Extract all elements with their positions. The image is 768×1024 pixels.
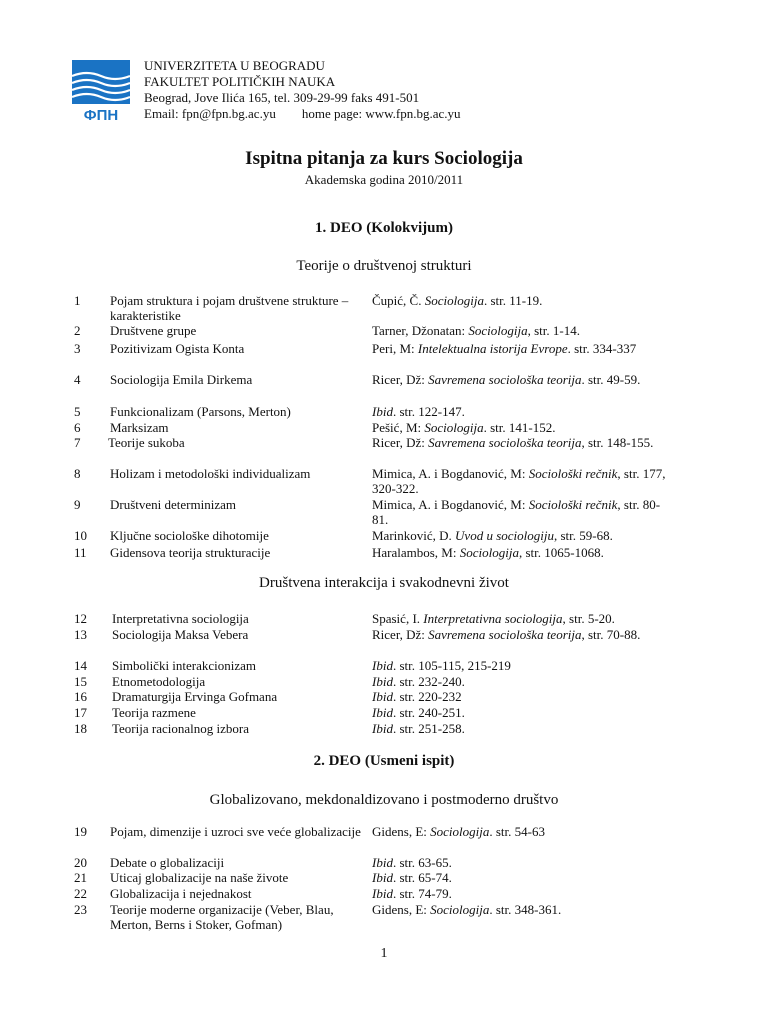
question-topic: Teorija razmene: [112, 705, 196, 720]
reference-pages: , str. 148-155.: [581, 435, 654, 450]
reference-author: Marinković, D.: [372, 528, 456, 543]
reference-pages: , str. 70-88.: [581, 627, 641, 642]
reference-author: Gidens, E:: [372, 902, 431, 917]
reference-title: Ibid: [372, 404, 393, 419]
reference-title: Sociologija: [430, 902, 490, 917]
contact-line: [144, 106, 461, 122]
reference-pages: . str. 65-74.: [392, 870, 452, 885]
literature-reference: [372, 721, 672, 736]
reference-author: Ricer, Dž:: [372, 372, 429, 387]
homepage-text: home page: www.fpn.bg.ac.yu: [301, 106, 461, 121]
literature-reference: [372, 611, 672, 626]
literature-reference: [372, 545, 672, 560]
question-number: 23: [74, 902, 87, 917]
reference-pages: , str. 177, 320-322.: [372, 466, 666, 496]
reference-title: Savremena sociološka teorija: [428, 372, 582, 387]
reference-pages: , str. 5-20.: [562, 611, 615, 626]
question-number: 8: [74, 466, 81, 481]
faculty-name: FAKULTET POLITIČKIH NAUKA: [144, 74, 336, 89]
reference-title: Savremena sociološka teorija: [428, 435, 582, 450]
literature-reference: [372, 886, 672, 901]
reference-pages: . str. 232-240.: [392, 674, 465, 689]
fpn-logo: [72, 60, 130, 122]
institution-header: [144, 58, 461, 122]
reference-pages: . str. 74-79.: [392, 886, 452, 901]
literature-reference: [372, 528, 672, 543]
reference-pages: , str. 1-14.: [527, 323, 580, 338]
logo-text: ФПН: [83, 107, 119, 122]
reference-author: Spasić, I.: [372, 611, 424, 626]
reference-title: Intelektualna istorija Evrope: [417, 341, 568, 356]
reference-author: Peri, M:: [372, 341, 418, 356]
question-topic: Društvene grupe: [110, 323, 197, 338]
literature-reference: [372, 435, 672, 450]
literature-reference: [372, 372, 672, 387]
question-number: 7: [74, 435, 81, 450]
reference-title: Sociologija: [468, 323, 528, 338]
reference-pages: . str. 141-152.: [483, 420, 556, 435]
literature-reference: [372, 404, 672, 419]
question-topic: Društveni determinizam: [110, 497, 236, 512]
literature-reference: [372, 293, 672, 308]
literature-reference: [372, 466, 672, 496]
question-number: 20: [74, 855, 87, 870]
question-number: 18: [74, 721, 87, 736]
reference-pages: , str. 80-81.: [372, 497, 661, 527]
reference-author: Mimica, A. i Bogdanović, M:: [372, 466, 529, 481]
address-line: Beograd, Jove Ilića 165, tel. 309-29-99 faks 491-501: [144, 90, 420, 105]
reference-author: Čupić, Č.: [372, 293, 425, 308]
question-topic: Gidensova teorija strukturacije: [110, 545, 271, 560]
question-number: 19: [74, 824, 87, 839]
question-topic: Holizam i metodološki individualizam: [110, 466, 311, 481]
reference-author: Pešić, M:: [372, 420, 425, 435]
question-number: 4: [74, 372, 81, 387]
reference-pages: , str. 59-68.: [553, 528, 613, 543]
reference-title: Savremena sociološka teorija: [428, 627, 582, 642]
question-topic: Funkcionalizam (Parsons, Merton): [110, 404, 291, 419]
question-topic: Etnometodologija: [112, 674, 206, 689]
question-number: 9: [74, 497, 81, 512]
literature-reference: [372, 824, 672, 839]
email-text: Email: fpn@fpn.bg.ac.yu: [144, 106, 276, 121]
question-number: 1: [74, 293, 81, 308]
literature-reference: [372, 627, 672, 642]
question-topic: Teorije sukoba: [108, 435, 185, 450]
reference-title: Sociologija: [424, 293, 484, 308]
question-number: 3: [74, 341, 81, 356]
question-number: 10: [74, 528, 87, 543]
question-topic: Marksizam: [110, 420, 169, 435]
literature-reference: [372, 674, 672, 689]
question-topic: Sociologija Emila Dirkema: [110, 372, 253, 387]
question-topic: Pozitivizam Ogista Konta: [110, 341, 245, 356]
reference-title: Ibid: [372, 689, 393, 704]
question-topic: Teorija racionalnog izbora: [112, 721, 249, 736]
reference-title: Ibid: [372, 886, 393, 901]
reference-title: Sociološki rečnik: [528, 466, 618, 481]
question-topic: Ključne sociološke dihotomije: [110, 528, 269, 543]
literature-reference: [372, 341, 672, 356]
reference-pages: . str. 251-258.: [392, 721, 465, 736]
reference-pages: . str. 11-19.: [483, 293, 543, 308]
section-heading: Globalizovano, mekdonaldizovano i postmoderno društvo: [209, 792, 559, 808]
literature-reference: [372, 689, 672, 704]
question-number: 6: [74, 420, 81, 435]
question-topic: Dramaturgija Ervinga Gofmana: [112, 689, 278, 704]
literature-reference: [372, 323, 672, 338]
question-number: 2: [74, 323, 81, 338]
reference-pages: . str. 122-147.: [392, 404, 465, 419]
reference-pages: . str. 54-63: [489, 824, 545, 839]
reference-pages: , str. 1065-1068.: [518, 545, 604, 560]
question-number: 11: [74, 545, 87, 560]
reference-title: Uvod u sociologiju: [455, 528, 554, 543]
question-topic: Simbolički interakcionizam: [112, 658, 257, 673]
literature-reference: [372, 855, 672, 870]
reference-pages: . str. 63-65.: [392, 855, 452, 870]
literature-reference: [372, 658, 672, 673]
reference-pages: . str. 105-115, 215-219: [392, 658, 511, 673]
question-number: 22: [74, 886, 87, 901]
literature-reference: [372, 420, 672, 435]
literature-reference: [372, 870, 672, 885]
reference-title: Ibid: [372, 855, 393, 870]
literature-reference: [372, 497, 672, 527]
reference-author: Mimica, A. i Bogdanović, M:: [372, 497, 529, 512]
reference-title: Sociologija: [430, 824, 490, 839]
question-number: 16: [74, 689, 87, 704]
document-title: Ispitna pitanja za kurs Sociologija: [245, 148, 523, 169]
reference-author: Ricer, Dž:: [372, 435, 429, 450]
question-number: 15: [74, 674, 87, 689]
question-number: 12: [74, 611, 87, 626]
reference-pages: . str. 334-337: [567, 341, 637, 356]
question-topic: Globalizacija i nejednakost: [110, 886, 252, 901]
question-topic: Uticaj globalizacije na naše živote: [110, 870, 289, 885]
question-number: 13: [74, 627, 87, 642]
question-topic: Pojam, dimenzije i uzroci sve veće globalizacije: [110, 824, 361, 839]
reference-title: Sociologija: [459, 545, 519, 560]
reference-author: Haralambos, M:: [372, 545, 460, 560]
page-number: 1: [380, 946, 388, 961]
question-topic: Debate o globalizaciji: [110, 855, 225, 870]
question-topic: Interpretativna sociologija: [112, 611, 249, 626]
question-topic: Teorije moderne organizacije (Veber, Blau, Merton, Berns i Stoker, Gofman): [110, 902, 334, 932]
reference-pages: . str. 348-361.: [489, 902, 562, 917]
literature-reference: [372, 902, 672, 917]
section-heading: Teorije o društvenoj strukturi: [296, 258, 472, 274]
reference-title: Ibid: [372, 674, 393, 689]
reference-pages: . str. 220-232: [392, 689, 462, 704]
reference-title: Interpretativna sociologija: [423, 611, 563, 626]
section-heading: Društvena interakcija i svakodnevni život: [259, 575, 509, 591]
university-name: UNIVERZITETA U BEOGRADU: [144, 58, 325, 73]
part-heading: 2. DEO (Usmeni ispit): [313, 753, 455, 769]
question-topic: Sociologija Maksa Vebera: [112, 627, 249, 642]
literature-reference: [372, 705, 672, 720]
reference-pages: . str. 240-251.: [392, 705, 465, 720]
reference-author: Tarner, Džonatan:: [372, 323, 469, 338]
reference-title: Ibid: [372, 658, 393, 673]
question-number: 5: [74, 404, 81, 419]
reference-author: Gidens, E:: [372, 824, 431, 839]
reference-title: Ibid: [372, 721, 393, 736]
question-number: 14: [74, 658, 87, 673]
document-subtitle: Akademska godina 2010/2011: [304, 172, 464, 187]
reference-title: Ibid: [372, 870, 393, 885]
reference-author: Ricer, Dž:: [372, 627, 429, 642]
reference-pages: . str. 49-59.: [581, 372, 641, 387]
reference-title: Ibid: [372, 705, 393, 720]
part-heading: 1. DEO (Kolokvijum): [315, 220, 453, 236]
question-number: 21: [74, 870, 87, 885]
question-topic: Pojam struktura i pojam društvene strukture – karakteristike: [110, 293, 349, 323]
reference-title: Sociologija: [424, 420, 484, 435]
reference-title: Sociološki rečnik: [528, 497, 618, 512]
question-number: 17: [74, 705, 87, 720]
